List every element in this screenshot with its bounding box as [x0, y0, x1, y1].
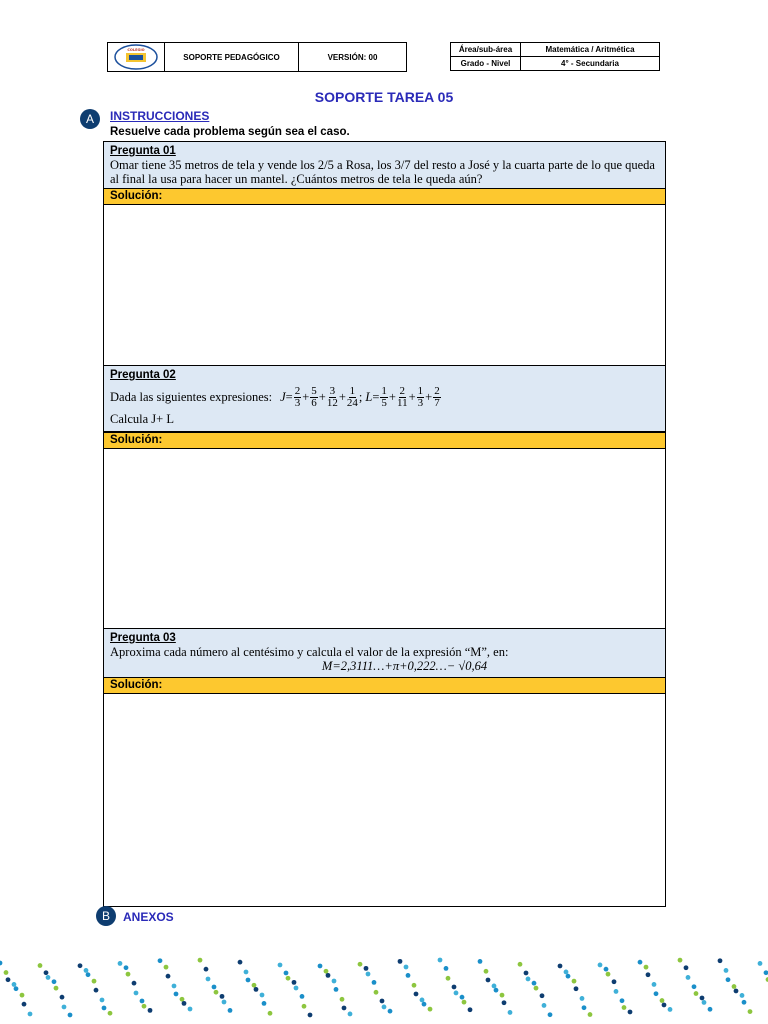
fraction: $\frac{2}{7}$ — [434, 384, 440, 409]
decorative-dot — [78, 963, 83, 968]
decorative-dot — [6, 977, 11, 982]
decorative-dot — [412, 983, 417, 988]
decorative-dot — [660, 998, 665, 1003]
decorative-dot — [206, 977, 211, 982]
question-02-header: Pregunta 02 — [110, 369, 176, 381]
decorative-dot — [38, 963, 43, 968]
decorative-dot — [54, 986, 59, 991]
decorative-dot — [614, 989, 619, 994]
question-01 — [104, 142, 665, 189]
decorative-dot — [44, 970, 49, 975]
decorative-dot — [484, 969, 489, 974]
decorative-dot — [142, 1004, 147, 1009]
decorative-dot — [14, 986, 19, 991]
decorative-dot — [286, 976, 291, 981]
decorative-dot — [486, 978, 491, 983]
question-01-header: Pregunta 01 — [110, 145, 176, 157]
decorative-dot — [646, 972, 651, 977]
decorative-dots-pattern — [0, 955, 768, 1024]
school-logo — [108, 43, 165, 71]
question-03-text: Aproxima cada número al centésimo y calcula el valor de la expresión “M”, en: — [110, 645, 509, 659]
decorative-dot — [220, 994, 225, 999]
fraction: $\frac{5}{6}$ — [311, 384, 317, 409]
decorative-dot — [612, 979, 617, 984]
decorative-dot — [628, 1010, 633, 1015]
decorative-dot — [388, 1009, 393, 1014]
version-label: VERSIÓN: 00 — [327, 52, 378, 62]
decorative-dot — [492, 984, 497, 989]
decorative-dot — [46, 975, 51, 980]
decorative-dot — [342, 1006, 347, 1011]
decorative-dot — [420, 998, 425, 1003]
decorative-dot — [686, 975, 691, 980]
decorative-dot — [348, 1012, 353, 1017]
decorative-dot — [92, 979, 97, 984]
decorative-dot — [60, 995, 65, 1000]
decorative-dot — [100, 998, 105, 1003]
decorative-dot — [678, 958, 683, 963]
decorative-dot — [134, 991, 139, 996]
decorative-dot — [246, 978, 251, 983]
page-title: SOPORTE TAREA 05 — [314, 89, 454, 105]
question-03-formula: M=2,3111…+π+0,222…− √0,64 — [321, 659, 488, 673]
decorative-dot — [308, 1013, 313, 1018]
solution-01-area[interactable] — [104, 205, 665, 365]
decorative-dot — [28, 1012, 33, 1017]
decorative-dot — [366, 972, 371, 977]
decorative-dot — [292, 980, 297, 985]
decorative-dot — [166, 974, 171, 979]
question-02-expression: Dada las siguientes expresiones: J = $\frac{2}{3}$ + $\frac{5}{6}$ + $\frac{3}{12}$ + $\frac{1}{24}$ ; L = $\frac{1}{5}$ + $\frac{2}{11}$ + $\frac{1}{3}$ + $\frac{2}{7}$ — [110, 384, 440, 409]
decorative-dot — [158, 958, 163, 963]
decorative-dot — [606, 972, 611, 977]
decorative-dot — [692, 984, 697, 989]
decorative-dot — [108, 1011, 113, 1016]
decorative-dot — [318, 964, 323, 969]
decorative-dot — [84, 968, 89, 973]
decorative-dot — [540, 993, 545, 998]
decorative-dot — [20, 993, 25, 998]
decorative-dot — [244, 970, 249, 975]
decorative-dot — [198, 958, 203, 963]
decorative-dot — [454, 991, 459, 996]
decorative-dot — [22, 1002, 27, 1007]
decorative-dot — [724, 968, 729, 973]
decorative-dot — [374, 990, 379, 995]
decorative-dot — [718, 958, 723, 963]
decorative-dot — [126, 972, 131, 977]
decorative-dot — [254, 987, 259, 992]
decorative-dot — [340, 997, 345, 1002]
decorative-dot — [742, 1000, 747, 1005]
decorative-dot — [422, 1002, 427, 1007]
decorative-dot — [380, 999, 385, 1004]
decorative-dot — [228, 1008, 233, 1013]
question-03-header: Pregunta 03 — [110, 632, 176, 644]
soporte-label: SOPORTE PEDAGÓGICO — [165, 43, 299, 71]
question-01-text: Omar tiene 35 metros de tela y vende los 2/5 a Rosa, los 3/7 del resto a José y la cuarta parte de lo que queda al final la usa para hacer un mantel. ¿Cuántos metros de tela le queda aún? — [110, 158, 655, 186]
question-02-footer: Calcula J+ L — [110, 412, 174, 426]
decorative-dot — [86, 972, 91, 977]
decorative-dot — [238, 960, 243, 965]
decorative-dot — [478, 959, 483, 964]
decorative-dot — [268, 1011, 273, 1016]
decorative-dot — [558, 964, 563, 969]
decorative-dot — [214, 990, 219, 995]
decorative-dot — [574, 986, 579, 991]
fraction: $\frac{1}{5}$ — [381, 384, 387, 409]
decorative-dot — [468, 1007, 473, 1012]
decorative-dot — [372, 980, 377, 985]
decorative-dot — [300, 994, 305, 999]
decorative-dot — [758, 961, 763, 966]
decorative-dot — [662, 1003, 667, 1008]
decorative-dot — [620, 998, 625, 1003]
decorative-dot — [204, 967, 209, 972]
decorative-dot — [68, 1013, 73, 1018]
decorative-dot — [62, 1005, 67, 1010]
decorative-dot — [700, 996, 705, 1001]
decorative-dot — [694, 991, 699, 996]
grado-label: Grado - Nivel — [451, 57, 521, 71]
decorative-dot — [94, 988, 99, 993]
decorative-dot — [302, 1004, 307, 1009]
decorative-dot — [404, 965, 409, 970]
decorative-dot — [734, 989, 739, 994]
decorative-dot — [182, 1001, 187, 1006]
decorative-dot — [124, 965, 129, 970]
fraction: $\frac{1}{3}$ — [417, 384, 424, 409]
decorative-dot — [764, 970, 768, 975]
header-right-table — [450, 42, 660, 71]
solution-01-label: Solución: — [104, 188, 665, 205]
decorative-dot — [12, 982, 17, 987]
decorative-dot — [140, 999, 145, 1004]
decorative-dot — [172, 984, 177, 989]
solution-03-area[interactable] — [104, 694, 665, 906]
decorative-dot — [262, 1001, 267, 1006]
decorative-dot — [364, 966, 369, 971]
instructions-text: Resuelve cada problema según sea el caso. — [110, 126, 350, 138]
decorative-dot — [572, 979, 577, 984]
decorative-dot — [548, 1012, 553, 1017]
decorative-dot — [684, 965, 689, 970]
decorative-dot — [102, 1006, 107, 1011]
decorative-dot — [446, 976, 451, 981]
decorative-dot — [598, 963, 603, 968]
decorative-dot — [726, 977, 731, 982]
area-label: Área/sub-área — [451, 43, 521, 57]
decorative-dot — [444, 966, 449, 971]
decorative-dot — [180, 997, 185, 1002]
decorative-dot — [534, 986, 539, 991]
fraction: $\frac{3}{12}$ — [326, 384, 338, 409]
section-a-badge: A — [80, 109, 100, 129]
decorative-dot — [188, 1007, 193, 1012]
decorative-dot — [526, 977, 531, 982]
decorative-dot — [740, 993, 745, 998]
header-left-table — [107, 42, 407, 72]
formula-l: L — [365, 390, 373, 404]
decorative-dot — [702, 1000, 707, 1005]
question-03 — [104, 628, 665, 678]
fraction: $\frac{1}{24}$ — [346, 384, 358, 409]
decorative-dot — [518, 962, 523, 967]
decorative-dot — [582, 1005, 587, 1010]
decorative-dot — [566, 974, 571, 979]
decorative-dot — [278, 963, 283, 968]
decorative-dot — [638, 960, 643, 965]
decorative-dot — [212, 985, 217, 990]
grado-value: 4° - Secundaria — [561, 58, 619, 68]
decorative-dot — [652, 982, 657, 987]
decorative-dot — [622, 1005, 627, 1010]
decorative-dot — [508, 1010, 513, 1015]
decorative-dot — [382, 1005, 387, 1010]
decorative-dot — [294, 986, 299, 991]
decorative-dot — [732, 984, 737, 989]
decorative-dot — [452, 985, 457, 990]
decorative-dot — [428, 1007, 433, 1012]
decorative-dot — [406, 973, 411, 978]
decorative-dot — [644, 965, 649, 970]
decorative-dot — [358, 962, 363, 967]
decorative-dot — [414, 992, 419, 997]
area-value: Matemática / Aritmética — [521, 43, 659, 57]
fraction: $\frac{2}{11}$ — [396, 384, 408, 409]
decorative-dot — [118, 961, 123, 966]
decorative-dot — [222, 1000, 227, 1005]
solution-02-area[interactable] — [104, 449, 665, 628]
decorative-dot — [332, 979, 337, 984]
decorative-dot — [494, 988, 499, 993]
decorative-dot — [524, 971, 529, 976]
decorative-dot — [284, 971, 289, 976]
fraction: $\frac{2}{3}$ — [294, 384, 301, 409]
questions-box — [103, 141, 666, 907]
section-a-title: INSTRUCCIONES — [110, 109, 210, 123]
decorative-dot — [52, 979, 57, 984]
svg-text:COLEGIO: COLEGIO — [127, 48, 145, 52]
decorative-dot — [588, 1012, 593, 1017]
decorative-dot — [438, 958, 443, 963]
decorative-dot — [132, 981, 137, 986]
decorative-dot — [502, 1000, 507, 1005]
decorative-dot — [604, 967, 609, 972]
decorative-dot — [654, 991, 659, 996]
section-b-title: ANEXOS — [123, 910, 174, 924]
decorative-dot — [174, 992, 179, 997]
decorative-dot — [326, 973, 331, 978]
decorative-dot — [500, 993, 505, 998]
solution-03-label: Solución: — [104, 677, 665, 694]
decorative-dot — [164, 965, 169, 970]
decorative-dot — [668, 1007, 673, 1012]
decorative-dot — [708, 1007, 713, 1012]
decorative-dot — [564, 970, 569, 975]
solution-02-label: Solución: — [104, 432, 665, 449]
decorative-dot — [398, 959, 403, 964]
decorative-dot — [252, 983, 257, 988]
question-02-intro: Dada las siguientes expresiones: — [110, 390, 273, 404]
section-b-badge: B — [96, 906, 116, 926]
decorative-dot — [462, 1000, 467, 1005]
decorative-dot — [148, 1008, 153, 1013]
decorative-dot — [748, 1009, 753, 1014]
decorative-dot — [532, 981, 537, 986]
decorative-dot — [260, 993, 265, 998]
decorative-dot — [334, 987, 339, 992]
decorative-dot — [324, 969, 329, 974]
decorative-dot — [580, 996, 585, 1001]
decorative-dot — [4, 970, 9, 975]
decorative-dot — [460, 995, 465, 1000]
decorative-dot — [0, 961, 2, 966]
formula-j: J — [280, 390, 286, 404]
decorative-dot — [542, 1003, 547, 1008]
question-02 — [104, 365, 665, 432]
